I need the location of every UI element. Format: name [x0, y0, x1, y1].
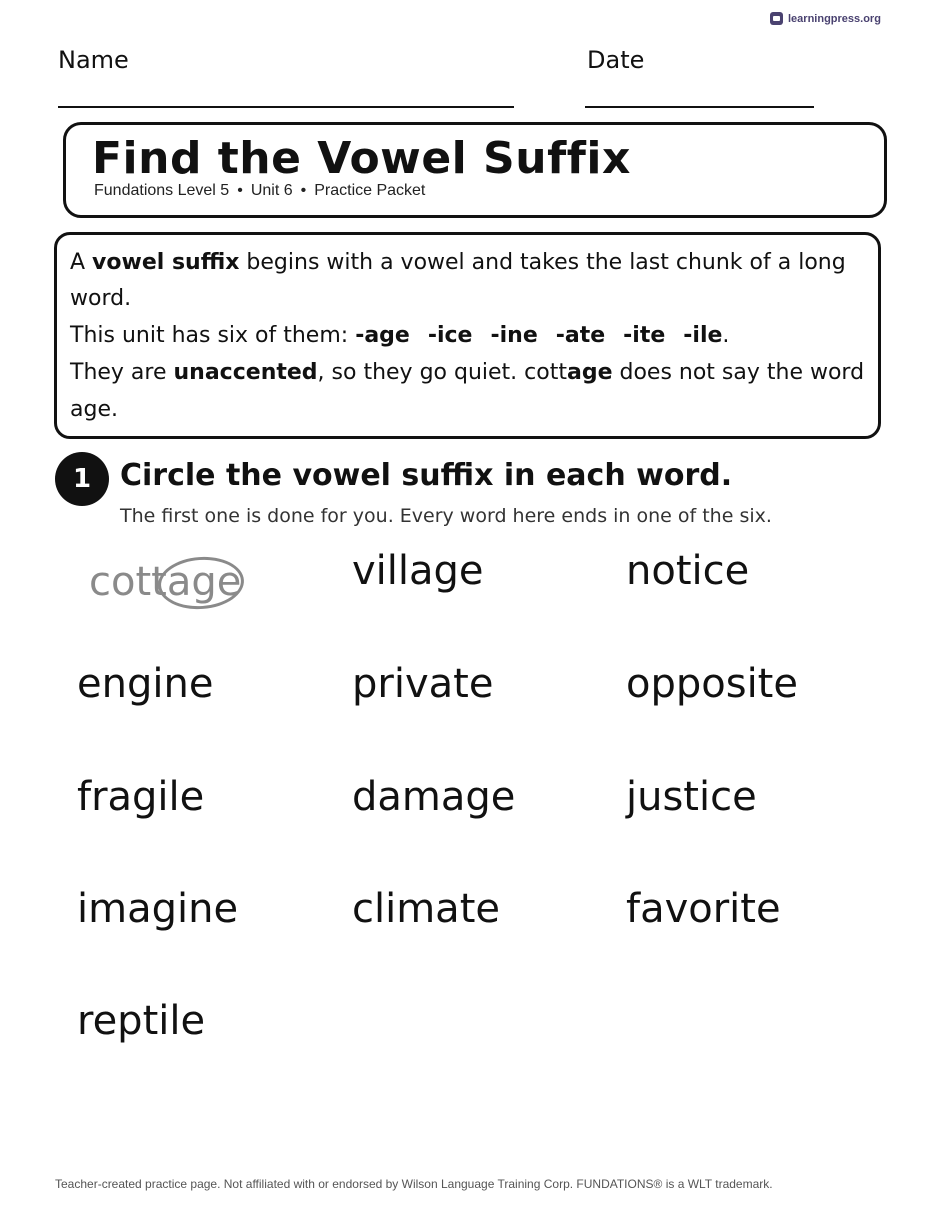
- subtitle-separator: •: [300, 182, 307, 199]
- subtitle-level: Fundations Level 5: [94, 182, 230, 199]
- info-unaccented: [70, 354, 865, 428]
- brand-logo[interactable]: [770, 12, 881, 25]
- info-term-age: age: [566, 360, 613, 385]
- section-instruction: Circle the vowel suffix in each word.: [120, 458, 733, 493]
- footer-disclaimer: Teacher-created practice page. Not affiliated with or endorsed by Wilson Language Training Corp. FUNDATIONS® is a WLT trademark.: [55, 1177, 773, 1191]
- page-title: Find the Vowel Suffix: [92, 133, 631, 184]
- word-item[interactable]: private: [352, 661, 494, 707]
- info-suffix-list: [70, 317, 865, 354]
- page-subtitle: [94, 182, 425, 200]
- word-item[interactable]: opposite: [626, 661, 798, 707]
- title-box: [63, 122, 887, 218]
- info-definition: [70, 245, 865, 317]
- date-label: Date: [587, 46, 645, 74]
- date-line: [585, 106, 814, 108]
- info-text: does not say the word age.: [70, 360, 865, 422]
- word-example: cottage: [89, 559, 242, 605]
- word-item[interactable]: damage: [352, 774, 516, 820]
- book-icon: [770, 12, 783, 25]
- info-text: begins with a vowel and takes the last chunk of a long word.: [70, 250, 846, 311]
- word-item[interactable]: reptile: [77, 998, 206, 1044]
- subtitle-separator: •: [237, 182, 243, 199]
- subtitle-packet: Practice Packet: [314, 182, 426, 199]
- suffix-ite: -ite: [623, 323, 666, 348]
- info-text: They are: [70, 360, 174, 385]
- suffix-ate: -ate: [555, 323, 606, 348]
- section-sub-instruction: The first one is done for you. Every word here ends in one of the six.: [120, 505, 772, 527]
- subtitle-unit: Unit 6: [250, 182, 293, 199]
- info-text: This unit has six of them:: [70, 323, 356, 348]
- word-item[interactable]: fragile: [77, 774, 205, 820]
- info-box: [54, 232, 881, 439]
- word-item[interactable]: justice: [626, 774, 757, 820]
- name-line: [58, 106, 514, 108]
- word-item[interactable]: notice: [626, 548, 750, 594]
- suffix-ine: -ine: [490, 323, 538, 348]
- suffix-ice: -ice: [427, 323, 473, 348]
- info-text: , so they go quiet. cott: [317, 360, 567, 385]
- info-text: A: [70, 250, 93, 275]
- info-term-unaccented: unaccented: [173, 360, 318, 385]
- word-item[interactable]: favorite: [626, 886, 781, 932]
- info-term-vowel-suffix: vowel suffix: [92, 250, 240, 275]
- name-label: Name: [58, 46, 129, 74]
- word-item[interactable]: engine: [77, 661, 214, 707]
- section-number-badge: 1: [55, 452, 109, 506]
- word-item[interactable]: village: [352, 548, 484, 594]
- word-item[interactable]: imagine: [77, 886, 239, 932]
- word-item[interactable]: climate: [352, 886, 500, 932]
- brand-label: learningpress.org: [788, 12, 881, 25]
- suffix-age: -age: [355, 323, 410, 348]
- suffix-ile: -ile: [683, 323, 723, 348]
- info-text: .: [722, 323, 730, 348]
